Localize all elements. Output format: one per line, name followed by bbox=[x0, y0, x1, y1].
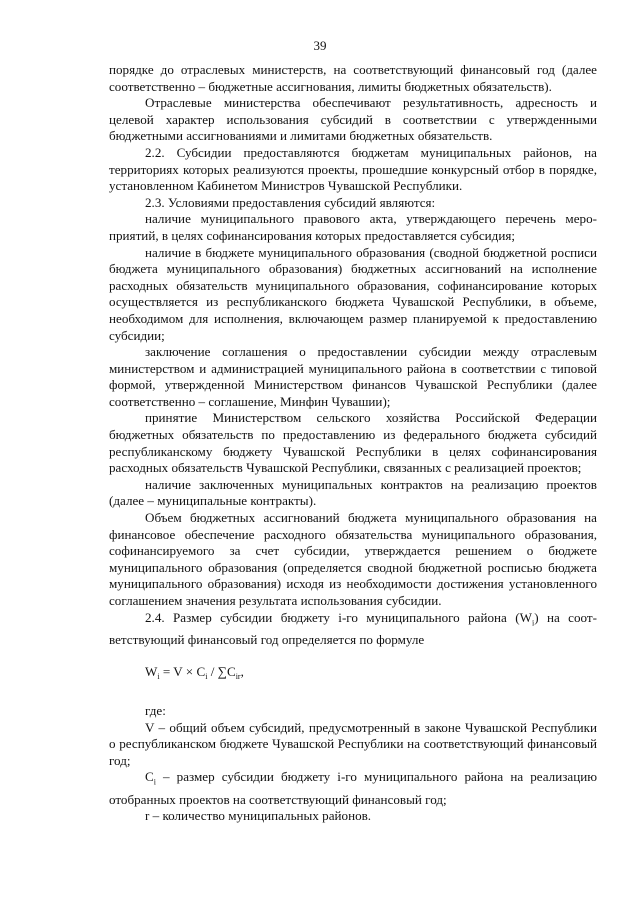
formula bbox=[145, 664, 597, 686]
where-label: где: bbox=[145, 702, 166, 718]
paragraph: 2.3. Условиями предоставления субсидий являются: bbox=[145, 194, 436, 210]
definition-c-symbol: C bbox=[145, 769, 154, 785]
definition-c bbox=[109, 769, 597, 808]
formula-intro-subscript: i bbox=[531, 618, 535, 628]
document-body bbox=[109, 62, 597, 825]
formula-c-subscript: i bbox=[205, 672, 208, 682]
paragraph: Объем бюджетных ассигнований бюджета муниципального образования на финансовое обеспечение расходного обязательства муниципального образования, софинансируемого за счет субсидии, утверждается решением о бюджете муниципального образования (определяется сводной бюджетной росписью бюджета муниципального образования) исходя из необходимости достижения установленного соглашением значения результата использования субсидии. bbox=[109, 510, 597, 608]
formula-w: W bbox=[145, 664, 158, 680]
definition-r: r – количество муниципальных районов. bbox=[145, 808, 372, 824]
definition-c-subscript: i bbox=[153, 777, 156, 787]
paragraph: наличие заключенных муниципальных контрактов на реализацию проектов (далее – муниципальные контракты). bbox=[109, 476, 597, 509]
paragraph: заключение соглашения о предоставлении субсидии между отраслевым министерством и администрацией муниципального района в соответствии с типовой формой, утвержденной Министерством финансов Чувашской Республики (далее соответственно – соглашение, Минфин Чувашии); bbox=[109, 344, 597, 409]
paragraph: порядке до отраслевых министерств, на соответствующий финансовый год (далее соответственно – бюджетные ассигнования, лимиты бюджетных обязательств). bbox=[109, 62, 597, 94]
paragraph: 2.2. Субсидии предоставляются бюджетам муниципальных районов, на территориях которых реализуются проекты, прошедшие конкурсный отбор в порядке, установленном Кабинетом Министров Чувашской Республики. bbox=[109, 144, 597, 194]
paragraph: Отраслевые министерства обеспечивают результативность, адресность и целевой характер использования субсидий в соответствии с утвержденными бюджетными ассигнованиями и лимитами бюджетных обязательств. bbox=[109, 95, 597, 144]
page-number: 39 bbox=[313, 38, 327, 53]
formula-div: / ∑C bbox=[207, 664, 236, 680]
formula-w-subscript: i bbox=[157, 672, 160, 682]
formula-intro-after: ) на соответствующий финансовый год определяется по формуле bbox=[109, 609, 597, 647]
formula-intro-paragraph bbox=[109, 610, 597, 649]
formula-eq: = V × C bbox=[159, 664, 206, 680]
paragraph: наличие в бюджете муниципального образования (сводной бюджетной росписи бюджета муниципального образования) бюджетных ассигнований на исполнение расходных обязательств муниципального образования, софинансирование которых осуществляется из республиканского бюджета Чувашской Республики, в объеме, необходимом для исполнения, включающем размер планируемой к предоставлению субсидии; bbox=[109, 244, 597, 343]
definition-c-text: – размер субсидии бюджету i-го муниципального района на реализацию отобранных проектов на соответствующий финансовый год; bbox=[109, 769, 597, 807]
paragraph: принятие Министерством сельского хозяйства Российской Федерации бюджетных обязательств по предоставлению из федерального бюджета субсидий республиканскому бюджету Чувашской Республики в целях софинансирования расходных обязательств Чувашской Республики, связанных с реализацией проектов; bbox=[109, 410, 597, 476]
formula-end: , bbox=[240, 664, 244, 680]
definition-v: V – общий объем субсидий, предусмотренный в законе Чувашской Республики о республиканском бюджете Чувашской Республики на соответствующий финансовый год; bbox=[109, 719, 597, 768]
formula-sum-subscript: ir bbox=[235, 672, 241, 682]
paragraph: наличие муниципального правового акта, утверждающего перечень мероприятий, в целях софинансирования которых предоставляется субсидия; bbox=[109, 211, 597, 243]
formula-intro-before: 2.4. Размер субсидии бюджету i-го муниципального района (W bbox=[145, 609, 532, 625]
